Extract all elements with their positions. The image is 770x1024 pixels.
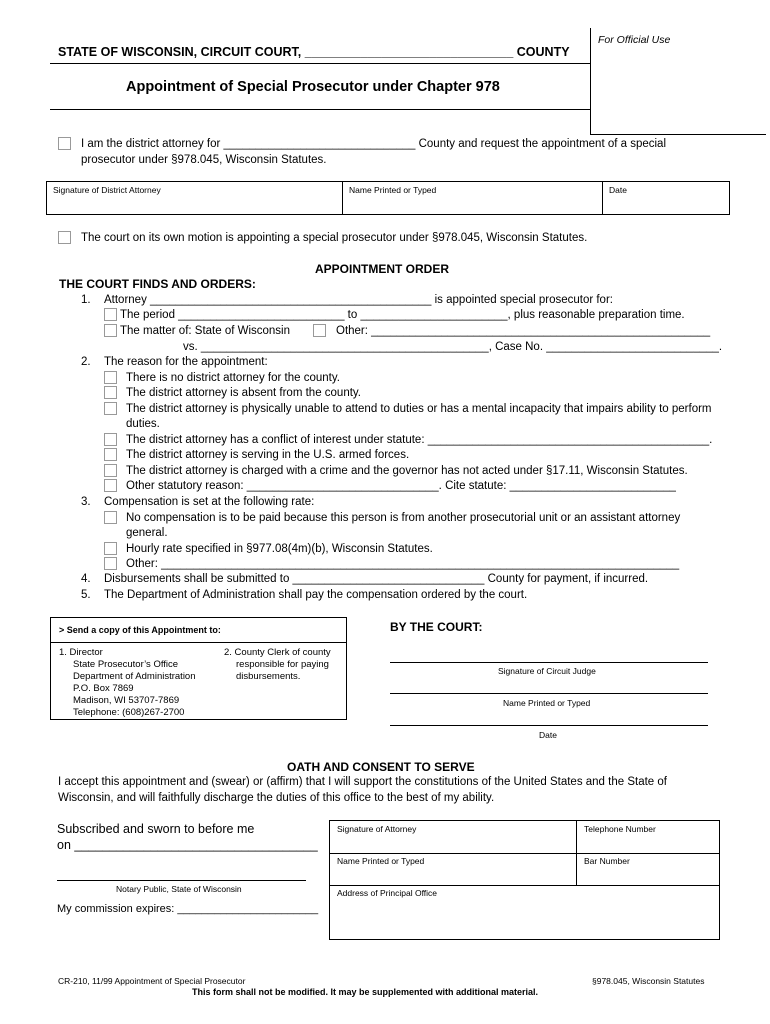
reason-checkbox[interactable] xyxy=(104,386,117,399)
reason-text: The district attorney is charged with a crime and the governor has not acted under §17.11, Wisconsin Statutes. xyxy=(126,465,688,477)
send-recipient-line: Department of Administration xyxy=(73,671,196,682)
item-3-text: Compensation is set at the following rate: xyxy=(104,496,315,508)
send-recipient-line: disbursements. xyxy=(236,671,301,682)
other-matter-text: Other: _____________________________________________________ xyxy=(336,325,711,337)
sworn-date-line[interactable]: on ___________________________________ xyxy=(57,838,318,852)
item-5-number: 5. xyxy=(81,589,91,601)
period-checkbox[interactable] xyxy=(104,308,117,321)
title-rule xyxy=(50,109,590,110)
telephone-label: Telephone Number xyxy=(584,824,656,834)
compensation-checkbox[interactable] xyxy=(104,511,117,524)
item-2-text: The reason for the appointment: xyxy=(104,356,268,368)
send-recipient-line: 2. County Clerk of county xyxy=(224,647,331,658)
send-recipient-line: Telephone: (608)267-2700 xyxy=(73,707,185,718)
judge-name-label: Name Printed or Typed xyxy=(503,698,591,708)
compensation-text: Other: _________________________________________________________________________________ xyxy=(126,558,680,570)
judge-signature-label: Signature of Circuit Judge xyxy=(498,666,596,676)
reason-text: There is no district attorney for the county. xyxy=(126,372,340,384)
official-use-border-bottom xyxy=(590,134,766,135)
modification-notice: This form shall not be modified. It may be supplemented with additional material. xyxy=(192,987,539,997)
send-recipient-line: P.O. Box 7869 xyxy=(73,683,134,694)
da-signature-label: Signature of District Attorney xyxy=(53,185,161,195)
compensation-checkbox[interactable] xyxy=(104,542,117,555)
oath-heading: OATH AND CONSENT TO SERVE xyxy=(287,760,475,774)
court-motion-text: The court on its own motion is appointing a special prosecutor under §978.045, Wisconsin Statutes. xyxy=(81,232,588,244)
da-name-cell[interactable] xyxy=(343,182,603,214)
item-2-number: 2. xyxy=(81,356,91,368)
da-name-label: Name Printed or Typed xyxy=(349,185,437,195)
matter-text: The matter of: State of Wisconsin xyxy=(120,325,291,337)
official-use-border-left xyxy=(590,28,591,134)
item-4-text: Disbursements shall be submitted to ______________________________ County for payment, if incurred. xyxy=(104,573,649,585)
da-date-label: Date xyxy=(609,185,627,195)
statute-reference: §978.045, Wisconsin Statutes xyxy=(592,976,705,986)
reason-text: Other statutory reason: ______________________________. Cite statute: __________________________ xyxy=(126,480,676,492)
item-1-number: 1. xyxy=(81,294,91,306)
reason-checkbox[interactable] xyxy=(104,479,117,492)
by-the-court-heading: BY THE COURT: xyxy=(390,620,483,634)
address-label: Address of Principal Office xyxy=(337,888,437,898)
page-title: Appointment of Special Prosecutor under Chapter 978 xyxy=(126,79,500,95)
attorney-signature-cell[interactable] xyxy=(330,821,577,853)
notary-signature-line[interactable] xyxy=(57,880,306,881)
send-copy-heading: > Send a copy of this Appointment to: xyxy=(59,625,221,635)
reason-text: The district attorney is absent from the county. xyxy=(126,387,362,399)
judge-signature-line[interactable] xyxy=(390,662,708,663)
da-request-checkbox[interactable] xyxy=(58,137,71,150)
reason-text: The district attorney is physically unable to attend to duties or has a mental incapacity that impairs ability to perform xyxy=(126,403,712,415)
send-recipient-line: 1. Director xyxy=(59,647,103,658)
other-matter-checkbox[interactable] xyxy=(313,324,326,337)
notary-label: Notary Public, State of Wisconsin xyxy=(116,884,242,894)
item-3-number: 3. xyxy=(81,496,91,508)
send-copy-rule xyxy=(51,642,346,643)
reason-text: The district attorney is serving in the U.S. armed forces. xyxy=(126,449,410,461)
appointment-order-heading: APPOINTMENT ORDER xyxy=(315,262,450,276)
oath-text-cont: Wisconsin, and will faithfully discharge the duties of this office to the best of my ability. xyxy=(58,792,495,804)
reason-checkbox[interactable] xyxy=(104,464,117,477)
da-request-text-cont: prosecutor under §978.045, Wisconsin Statutes. xyxy=(81,154,327,166)
reason-checkbox[interactable] xyxy=(104,402,117,415)
send-recipient-line: responsible for paying xyxy=(236,659,329,670)
da-signature-table xyxy=(46,181,730,215)
judge-date-line[interactable] xyxy=(390,725,708,726)
send-copy-box xyxy=(50,617,347,720)
reason-checkbox[interactable] xyxy=(104,448,117,461)
court-finds-heading: THE COURT FINDS AND ORDERS: xyxy=(59,277,256,291)
header-rule xyxy=(50,63,590,64)
form-number: CR-210, 11/99 Appointment of Special Prosecutor xyxy=(58,976,246,986)
court-caption: STATE OF WISCONSIN, CIRCUIT COURT, ______________________________ COUNTY xyxy=(58,45,570,59)
oath-text: I accept this appointment and (swear) or (affirm) that I will support the constitutions of the United States and the State of xyxy=(58,776,667,788)
compensation-text: Hourly rate specified in §977.08(4m)(b), Wisconsin Statutes. xyxy=(126,543,433,555)
attorney-signature-label: Signature of Attorney xyxy=(337,824,417,834)
send-recipient-line: State Prosecutor’s Office xyxy=(73,659,179,670)
reason-text-cont: duties. xyxy=(126,418,160,430)
compensation-text: No compensation is to be paid because this person is from another prosecutorial unit or an assistant attorney xyxy=(126,512,681,524)
item-5-text: The Department of Administration shall pay the compensation ordered by the court. xyxy=(104,589,528,601)
judge-date-label: Date xyxy=(539,730,557,740)
vs-case-text: vs. _____________________________________________, Case No. ___________________________. xyxy=(183,341,723,353)
reason-checkbox[interactable] xyxy=(104,433,117,446)
item-1-attorney: Attorney ____________________________________________ is appointed special prosecutor for: xyxy=(104,294,613,306)
da-request-text: I am the district attorney for ______________________________ County and request the appointment of a special xyxy=(81,138,667,150)
compensation-text-cont: general. xyxy=(126,527,168,539)
reason-text: The district attorney has a conflict of interest under statute: ____________________________________________. xyxy=(126,434,713,446)
attorney-info-table xyxy=(329,820,720,940)
attorney-name-cell[interactable] xyxy=(330,853,577,885)
send-recipient-line: Madison, WI 53707-7869 xyxy=(73,695,180,706)
court-motion-checkbox[interactable] xyxy=(58,231,71,244)
compensation-checkbox[interactable] xyxy=(104,557,117,570)
bar-number-label: Bar Number xyxy=(584,856,630,866)
attorney-name-label: Name Printed or Typed xyxy=(337,856,425,866)
sworn-text: Subscribed and sworn to before me xyxy=(57,822,255,836)
da-signature-cell[interactable] xyxy=(47,182,343,214)
item-4-number: 4. xyxy=(81,573,91,585)
judge-name-line[interactable] xyxy=(390,693,708,694)
reason-checkbox[interactable] xyxy=(104,371,117,384)
matter-checkbox[interactable] xyxy=(104,324,117,337)
period-text: The period __________________________ to _______________________, plus reasonable preparation time. xyxy=(120,309,685,321)
commission-expires[interactable]: My commission expires: _______________________ xyxy=(57,903,319,915)
official-use-label: For Official Use xyxy=(598,34,671,46)
